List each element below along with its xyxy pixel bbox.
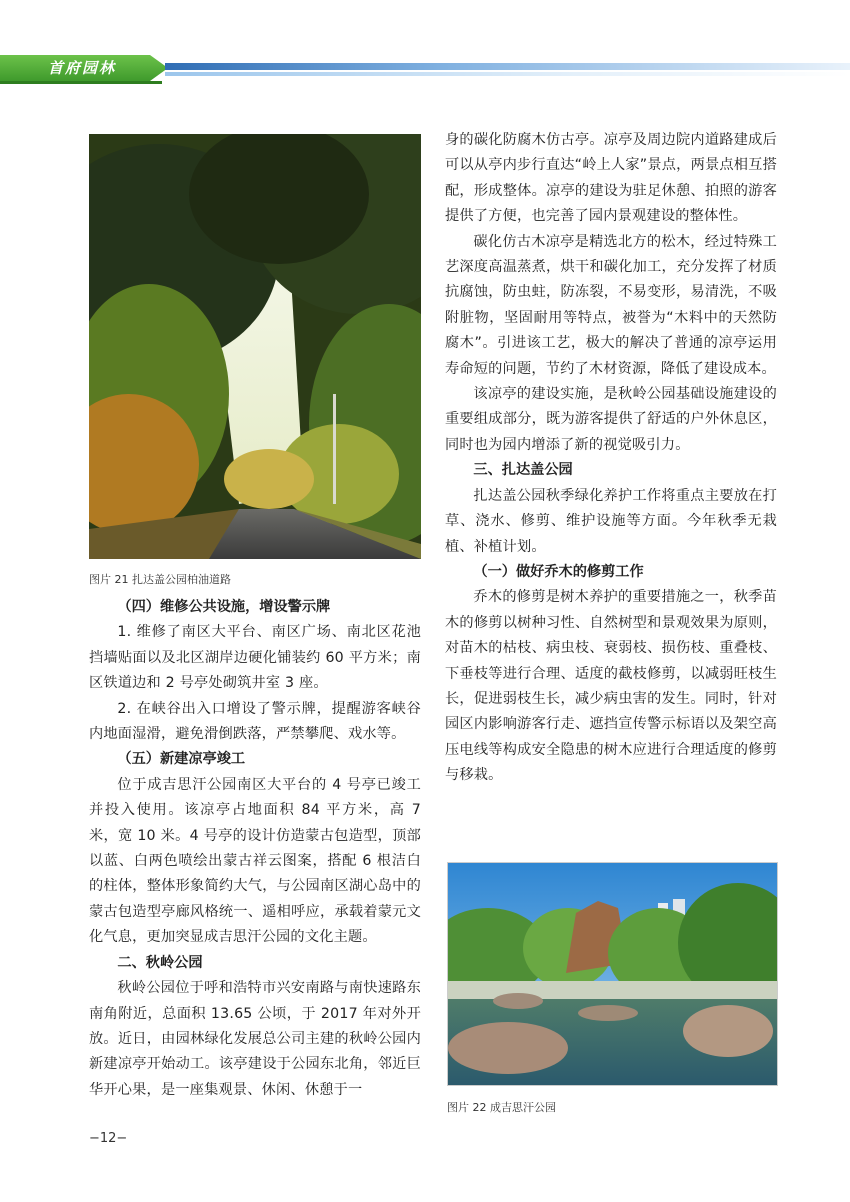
header-rule-light — [165, 72, 850, 76]
section-title: 首府园林 — [48, 59, 117, 77]
paragraph: 该凉亭的建设实施，是秋岭公园基础设施建设的重要组成部分，既为游客提供了舒适的户外休息区，同时也为园内增添了新的视觉吸引力。 — [445, 386, 777, 453]
left-column — [89, 595, 421, 1103]
photo-park-asphalt-road — [89, 134, 421, 559]
heading-new-pavilion: （五）新建凉亭竣工 — [117, 751, 246, 768]
paragraph: 1. 维修了南区大平台、南区广场、南北区花池挡墙贴面以及北区湖岸边硬化铺装约 60 平方米；南区铁道边和 2 号亭处砌筑井室 3 座。 — [89, 624, 421, 692]
heading-qiuling-park: 二、秋岭公园 — [117, 954, 203, 971]
paragraph: 秋岭公园位于呼和浩特市兴安南路与南快速路东南角附近，总面积 13.65 公顷，于 2017 年对外开放。近日，由园林绿化发展总公司主建的秋岭公园内新建凉亭开始动工。该亭建设于公园东北角，邻近巨华开心果，是一座集观景、休闲、休憩于一 — [89, 980, 421, 1098]
header-tab-underline — [0, 81, 162, 84]
heading-repair-facilities: （四）维修公共设施，增设警示牌 — [117, 599, 331, 615]
heading-zhadagai-park: 三、扎达盖公园 — [473, 462, 573, 479]
figure-caption-22: 图片 22 成吉思汗公园 — [447, 1101, 556, 1114]
heading-tree-pruning: （一）做好乔木的修剪工作 — [473, 563, 644, 580]
page-number: −12− — [89, 1131, 128, 1146]
photo-road-illustration — [89, 134, 421, 559]
header-rule — [165, 63, 850, 70]
photo-park-pond-illustration — [448, 863, 777, 1085]
paragraph: 2. 在峡谷出入口增设了警示牌，提醒游客峡谷内地面湿滑，避免滑倒跌落，严禁攀爬、戏水等。 — [89, 700, 421, 743]
paragraph: 身的碳化防腐木仿古亭。凉亭及周边院内道路建成后可以从亭内步行直达“岭上人家”景点，两景点相互搭配，形成整体。凉亭的建设为驻足休憩、拍照的游客提供了方便，也完善了园内景观建设的整体性。 — [445, 132, 777, 225]
paragraph: 乔木的修剪是树木养护的重要措施之一，秋季苗木的修剪以树种习性、自然树型和景观效果为原则，对苗木的枯枝、病虫枝、衰弱枝、损伤枝、重叠枝、下垂枝等进行合理、适度的截枝修剪，以减弱旺枝生长，促进弱枝生长，减少病虫害的发生。同时，针对园区内影响游客行走、遮挡宣传警示标语以及架空高压电线等构成安全隐患的树木应进行合理适度的修剪与移栽。 — [445, 589, 777, 784]
figure-caption-21: 图片 21 扎达盖公园柏油道路 — [89, 573, 231, 586]
paragraph: 碳化仿古木凉亭是精选北方的松木，经过特殊工艺深度高温蒸煮，烘干和碳化加工，充分发挥了材质抗腐蚀，防虫蛀，防冻裂，不易变形，易清洗，不吸附脏物，坚固耐用等特点，被誉为“木料中的天然防腐木”。引进该工艺，极大的解决了普通的凉亭运用寿命短的问题，节约了木材资源，降低了建设成本。 — [445, 233, 777, 377]
photo-chengjisihan-park — [447, 862, 778, 1086]
paragraph: 扎达盖公园秋季绿化养护工作将重点主要放在打草、浇水、修剪、维护设施等方面。今年秋季无栽植、补植计划。 — [445, 487, 777, 555]
right-column — [445, 128, 777, 789]
paragraph: 位于成吉思汗公园南区大平台的 4 号亭已竣工并投入使用。该凉亭占地面积 84 平方米，高 7 米，宽 10 米。4 号亭的设计仿造蒙古包造型，顶部以蓝、白两色喷绘出蒙古祥云图案，搭配 6 根洁白的柱体，整体形象简约大气，与公园南区湖心岛中的蒙古包造型亭廊风格统一、遥相呼应，承载着蒙元文化气息，更加突显成吉思汗公园的文化主题。 — [89, 776, 421, 946]
